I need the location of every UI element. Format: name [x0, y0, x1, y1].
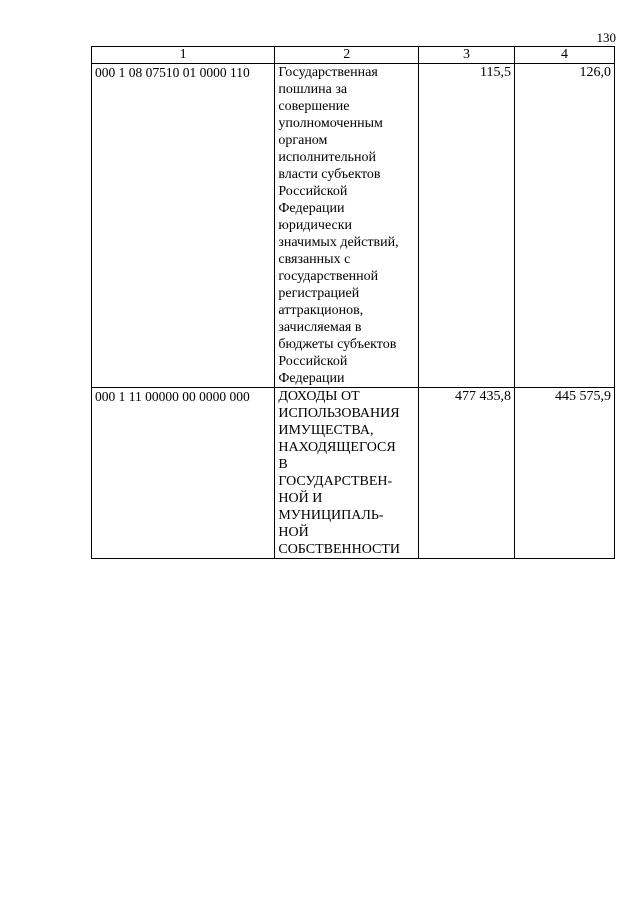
- income-name-line: СОБСТВЕННОСТИ: [278, 542, 401, 557]
- column-header-3: 3: [419, 47, 515, 64]
- income-name-line: МУНИЦИПАЛЬ-: [278, 508, 384, 523]
- income-name: [275, 64, 419, 388]
- income-name-line: совершение: [278, 99, 350, 114]
- income-name-line: ИСПОЛЬЗОВАНИЯ: [278, 406, 400, 421]
- column-header-1: 1: [92, 47, 275, 64]
- income-name-line: НОЙ И: [278, 491, 323, 506]
- income-name-line: юридически: [278, 218, 353, 233]
- table-row: [92, 388, 615, 559]
- income-name-line: НОЙ: [278, 525, 309, 540]
- income-name-line: НАХОДЯЩЕГОСЯ: [278, 440, 396, 455]
- income-name-line: бюджеты субъектов: [278, 337, 397, 352]
- income-name-line: Федерации: [278, 201, 345, 216]
- income-name-line: ДОХОДЫ ОТ: [278, 389, 360, 404]
- column-header-4: 4: [514, 47, 614, 64]
- income-name-line: власти субъектов: [278, 167, 381, 182]
- income-name: [275, 388, 419, 559]
- budget-code: 000 1 11 00000 00 0000 000: [92, 388, 275, 559]
- income-name-line: органом: [278, 133, 328, 148]
- income-name-line: аттракционов,: [278, 303, 364, 318]
- amount-column-3: 115,5: [419, 64, 515, 388]
- amount-column-4: 445 575,9: [514, 388, 614, 559]
- income-name-line: Российской: [278, 354, 348, 369]
- income-name-line: ИМУЩЕСТВА,: [278, 423, 374, 438]
- income-name-line: государственной: [278, 269, 379, 284]
- table-row: [92, 64, 615, 388]
- income-name-line: зачисляемая в: [278, 320, 362, 335]
- income-name-line: значимых действий,: [278, 235, 399, 250]
- amount-column-4: 126,0: [514, 64, 614, 388]
- header-row: [92, 47, 615, 64]
- page-number: 130: [596, 30, 616, 45]
- income-name-line: исполнительной: [278, 150, 377, 165]
- income-name-line: ГОСУДАРСТВЕН-: [278, 474, 393, 489]
- budget-code: 000 1 08 07510 01 0000 110: [92, 64, 275, 388]
- income-name-line: В: [278, 457, 288, 472]
- budget-table: [91, 46, 615, 559]
- income-name-line: Российской: [278, 184, 348, 199]
- income-name-line: пошлина за: [278, 82, 348, 97]
- income-name-line: Федерации: [278, 371, 345, 386]
- column-header-2: 2: [275, 47, 419, 64]
- income-name-line: уполномоченным: [278, 116, 383, 131]
- income-name-line: регистрацией: [278, 286, 360, 301]
- income-name-line: Государственная: [278, 65, 378, 80]
- income-name-line: связанных с: [278, 252, 351, 267]
- amount-column-3: 477 435,8: [419, 388, 515, 559]
